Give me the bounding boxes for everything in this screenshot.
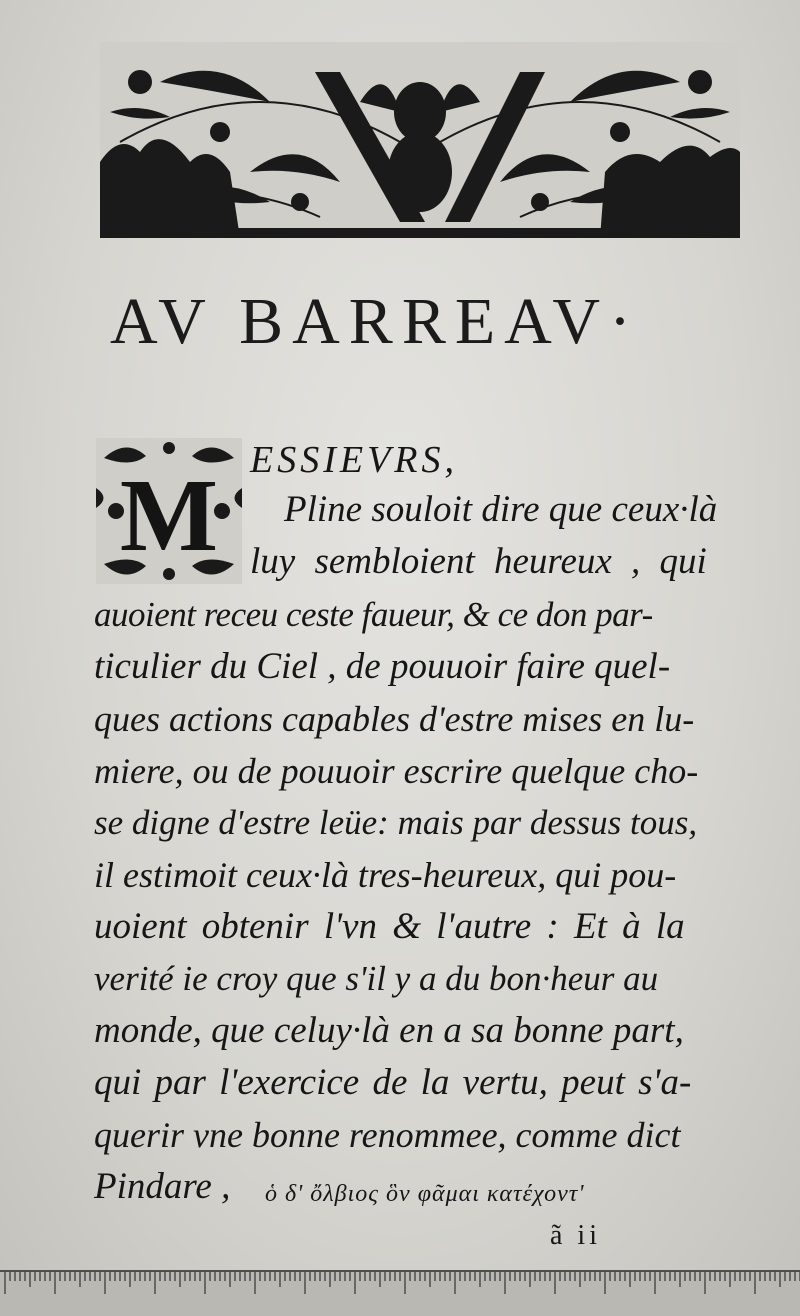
- text-line: luy sembloient heureux , qui: [250, 541, 707, 582]
- text-line: il estimoit ceux·là tres-heureux, qui pou-: [94, 855, 677, 895]
- text-line: uoient obtenir l'vn & l'autre : Et à la: [94, 906, 685, 947]
- decorated-initial: [96, 438, 242, 584]
- svg-text:M: M: [119, 458, 219, 573]
- text-line: monde, que celuy·là en a sa bonne part,: [94, 1010, 684, 1051]
- text-line: se digne d'estre leüe: mais par dessus tous,: [94, 803, 698, 842]
- text-line: auoient receu ceste faueur, & ce don par-: [94, 595, 653, 634]
- text-line-greeting: ESSIEVRS,: [250, 439, 459, 481]
- text-line: Pindare ,: [94, 1166, 231, 1207]
- text-line: querir vne bonne renommee, comme dict: [94, 1115, 681, 1155]
- text-line: qui par l'exercice de la vertu, peut s'a-: [94, 1062, 692, 1103]
- page-title: AV BARREAV·: [110, 285, 640, 358]
- text-line: miere, ou de pouuoir escrire quelque cho-: [94, 751, 699, 791]
- text-line: verité ie croy que s'il y a du bon·heur au: [94, 959, 659, 998]
- greek-quotation: ὁ δ' ὄλβιος ὃν φᾶμαι κατέχοντ': [265, 1181, 585, 1207]
- text-line: ticulier du Ciel , de pouuoir faire quel-: [94, 646, 671, 687]
- text-line: ques actions capables d'estre mises en lu-: [94, 699, 695, 739]
- signature-mark: ã ii: [550, 1220, 601, 1251]
- woodcut-headpiece: [100, 42, 740, 238]
- measuring-ruler: [0, 1270, 800, 1316]
- text-line: Pline souloit dire que ceux·là: [284, 489, 718, 530]
